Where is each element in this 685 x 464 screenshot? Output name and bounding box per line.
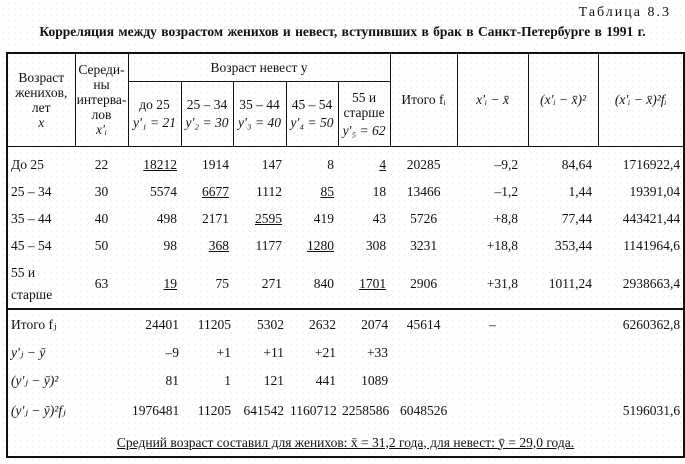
header-text: (x'ᵢ − x̄)²fᵢ — [614, 92, 667, 108]
summary-label: (y'ⱼ − ȳ)² — [11, 372, 59, 388]
frequency-value: 271 — [261, 275, 282, 291]
deviation-squared-weighted: 19391,04 — [629, 183, 681, 199]
summary-deviation — [457, 394, 528, 427]
deviation-squared: 1,44 — [568, 183, 593, 199]
header-text: лов — [91, 107, 112, 123]
x-midpoint: 30 — [94, 183, 109, 199]
summary-value: 81 — [165, 372, 179, 388]
deviation-squared-weighted: 1716922,4 — [622, 156, 681, 172]
frequency-cell — [181, 178, 233, 205]
summary-row — [7, 394, 684, 427]
header-text: Середи- — [78, 62, 125, 78]
summary-weighted — [598, 367, 684, 394]
mean-age-note: Средний возраст составил для женихов: x̄ = 31,2 года, для невест: ȳ = 29,0 года. — [116, 434, 575, 450]
header-text: x — [38, 114, 45, 130]
frequency-value: 1914 — [202, 156, 229, 172]
frequency-value: 498 — [156, 210, 177, 226]
deviation-squared: 1011,24 — [548, 275, 593, 291]
summary-value: –9 — [165, 345, 179, 360]
row-total: 2906 — [410, 275, 438, 291]
summary-value: +21 — [314, 345, 336, 360]
table-row — [7, 178, 684, 205]
frequency-cell — [338, 205, 390, 232]
header-bride-col — [338, 81, 390, 146]
header-deviation-squared-weighted — [598, 53, 684, 146]
summary-value: 11205 — [181, 309, 233, 339]
bride-range: 35 – 44 — [239, 97, 280, 112]
header-text: x'ᵢ − x̄ — [476, 92, 509, 108]
frequency-cell — [128, 259, 181, 309]
bride-midpoint: y'₄ = 50 — [290, 115, 334, 130]
bride-midpoint: y'₅ = 62 — [342, 122, 386, 138]
deviation-squared-weighted: 443421,44 — [622, 210, 681, 226]
summary-empty — [528, 394, 598, 427]
frequency-value: 308 — [365, 237, 387, 253]
deviation-squared-weighted: 1141964,6 — [623, 237, 681, 253]
deviation-squared: 353,44 — [554, 237, 593, 253]
groom-age-label: 55 и старше — [11, 264, 53, 302]
bride-midpoint: y'₁ = 21 — [133, 115, 176, 130]
summary-total: 6048526 — [399, 402, 448, 418]
table-row — [7, 232, 684, 259]
header-text: ны — [93, 77, 110, 93]
table-row — [7, 151, 684, 178]
summary-total — [390, 367, 457, 394]
summary-empty — [528, 339, 598, 367]
summary-total — [390, 339, 457, 367]
header-bride-col — [181, 81, 233, 146]
groom-age-label: 45 – 54 — [11, 237, 52, 253]
deviation: +8,8 — [493, 210, 519, 226]
frequency-cell — [181, 232, 233, 259]
summary-value: 441 — [315, 372, 336, 388]
summary-value: +33 — [366, 345, 389, 360]
correlation-table — [6, 52, 685, 458]
frequency-cell — [181, 205, 233, 232]
frequency-cell — [338, 259, 390, 309]
header-midpoints — [75, 53, 128, 146]
groom-age-label: 35 – 44 — [11, 210, 52, 226]
deviation-squared-weighted: 2938663,4 — [622, 275, 681, 291]
summary-value: 2632 — [286, 309, 338, 339]
table-number: Таблица 8.3 — [578, 5, 671, 20]
header-text: женихов, — [15, 84, 68, 100]
frequency-cell — [286, 232, 338, 259]
deviation: –1,2 — [494, 183, 519, 199]
summary-value: 1089 — [361, 372, 389, 388]
frequency-cell — [286, 151, 338, 178]
frequency-cell — [128, 178, 181, 205]
summary-value: 1160712 — [290, 402, 337, 418]
frequency-cell — [128, 232, 181, 259]
header-groom-age — [7, 53, 75, 146]
row-total: 3231 — [410, 237, 438, 253]
summary-weighted: 5196031,6 — [622, 402, 681, 418]
header-text: x'ᵢ — [95, 122, 107, 138]
summary-value: 1 — [224, 372, 231, 388]
summary-value: 5302 — [233, 309, 286, 339]
x-midpoint: 22 — [94, 156, 109, 172]
frequency-value: 1112 — [256, 183, 282, 199]
header-bride-age: Возраст невест y — [128, 53, 390, 81]
frequency-value: 419 — [313, 210, 334, 226]
summary-value: 24401 — [128, 309, 181, 339]
frequency-cell — [338, 232, 390, 259]
summary-deviation — [457, 367, 528, 394]
summary-empty — [528, 367, 598, 394]
summary-label: y'ⱼ − ȳ — [11, 345, 46, 360]
frequency-cell — [233, 259, 286, 309]
bride-midpoint: y'₃ = 40 — [238, 115, 281, 130]
deviation: –9,2 — [494, 156, 519, 172]
summary-label: Итого fⱼ — [7, 309, 128, 339]
table-row — [7, 205, 684, 232]
groom-age-label: 25 – 34 — [11, 183, 52, 199]
summary-value: 2258586 — [342, 402, 390, 418]
table-row — [7, 259, 684, 309]
bride-range: 45 – 54 — [291, 97, 333, 112]
header-bride-col — [286, 81, 338, 146]
footer-cell — [7, 427, 684, 457]
frequency-cell — [233, 232, 286, 259]
row-total: 20285 — [406, 156, 441, 172]
frequency-cell — [233, 178, 286, 205]
frequency-value: 19 — [163, 275, 177, 291]
frequency-value: 2171 — [202, 210, 229, 226]
summary-deviation — [457, 339, 528, 367]
frequency-cell — [181, 259, 233, 309]
header-text: интерва- — [76, 92, 127, 108]
deviation: +31,8 — [486, 275, 519, 291]
frequency-cell — [233, 151, 286, 178]
frequency-cell — [338, 178, 390, 205]
x-midpoint: 63 — [94, 275, 109, 291]
summary-row — [7, 309, 684, 339]
summary-value: +11 — [263, 345, 284, 360]
bride-range: 55 и старше — [343, 89, 385, 120]
summary-total: 45614 — [390, 309, 457, 339]
frequency-value: 5574 — [150, 183, 177, 199]
frequency-cell — [181, 151, 233, 178]
frequency-value: 6677 — [202, 183, 229, 199]
header-bride-col — [233, 81, 286, 146]
row-total: 13466 — [406, 183, 441, 199]
header-deviation-squared — [528, 53, 598, 146]
frequency-cell — [233, 205, 286, 232]
summary-value: 11205 — [197, 402, 231, 418]
frequency-value: 98 — [163, 237, 177, 253]
frequency-value: 1177 — [255, 237, 282, 253]
frequency-cell — [128, 151, 181, 178]
bride-range: до 25 — [139, 97, 170, 112]
frequency-value: 4 — [379, 156, 387, 172]
summary-label: (y'ⱼ − ȳ)²fⱼ — [11, 402, 66, 418]
summary-value: 1976481 — [132, 402, 180, 418]
summary-value: 641542 — [243, 402, 284, 418]
frequency-cell — [338, 151, 390, 178]
frequency-value: 43 — [372, 210, 387, 226]
frequency-cell — [286, 259, 338, 309]
summary-row — [7, 339, 684, 367]
summary-row — [7, 367, 684, 394]
deviation-squared: 77,44 — [561, 210, 593, 226]
summary-value: 2074 — [338, 309, 390, 339]
bride-range: 25 – 34 — [186, 97, 228, 112]
header-bride-col — [128, 81, 181, 146]
frequency-value: 8 — [327, 156, 334, 172]
bride-midpoint: y'₂ = 30 — [185, 115, 229, 130]
frequency-value: 18 — [372, 183, 387, 199]
summary-weighted — [598, 339, 684, 367]
frequency-value: 147 — [261, 156, 282, 172]
header-text: Возраст — [18, 69, 65, 85]
frequency-cell — [128, 205, 181, 232]
summary-value: 121 — [263, 372, 284, 388]
x-midpoint: 40 — [94, 210, 109, 226]
header-deviation — [457, 53, 528, 146]
deviation-squared: 84,64 — [561, 156, 593, 172]
frequency-cell — [286, 178, 338, 205]
frequency-value: 1701 — [359, 275, 387, 291]
x-midpoint: 50 — [94, 237, 109, 253]
frequency-value: 368 — [208, 237, 229, 253]
footer-row — [7, 427, 684, 457]
header-total: Итого fᵢ — [390, 53, 457, 146]
summary-deviation: – — [457, 309, 528, 339]
frequency-value: 1280 — [307, 237, 334, 253]
frequency-value: 85 — [320, 183, 334, 199]
row-total: 5726 — [410, 210, 438, 226]
header-text: лет — [31, 99, 51, 115]
summary-weighted: 6260362,8 — [598, 309, 684, 339]
frequency-value: 840 — [313, 275, 334, 291]
summary-value: +1 — [216, 345, 231, 360]
table-title: Корреляция между возрастом женихов и невест, вступивших в брак в Санкт-Петербурге в 1991 г. — [39, 24, 646, 39]
summary-empty — [528, 309, 598, 339]
groom-age-label: До 25 — [11, 156, 44, 172]
header-text: (x'ᵢ − x̄)² — [540, 92, 587, 108]
frequency-value: 75 — [215, 275, 229, 291]
frequency-cell — [286, 205, 338, 232]
deviation: +18,8 — [486, 237, 519, 253]
frequency-value: 18212 — [143, 156, 177, 172]
frequency-value: 2595 — [255, 210, 282, 226]
